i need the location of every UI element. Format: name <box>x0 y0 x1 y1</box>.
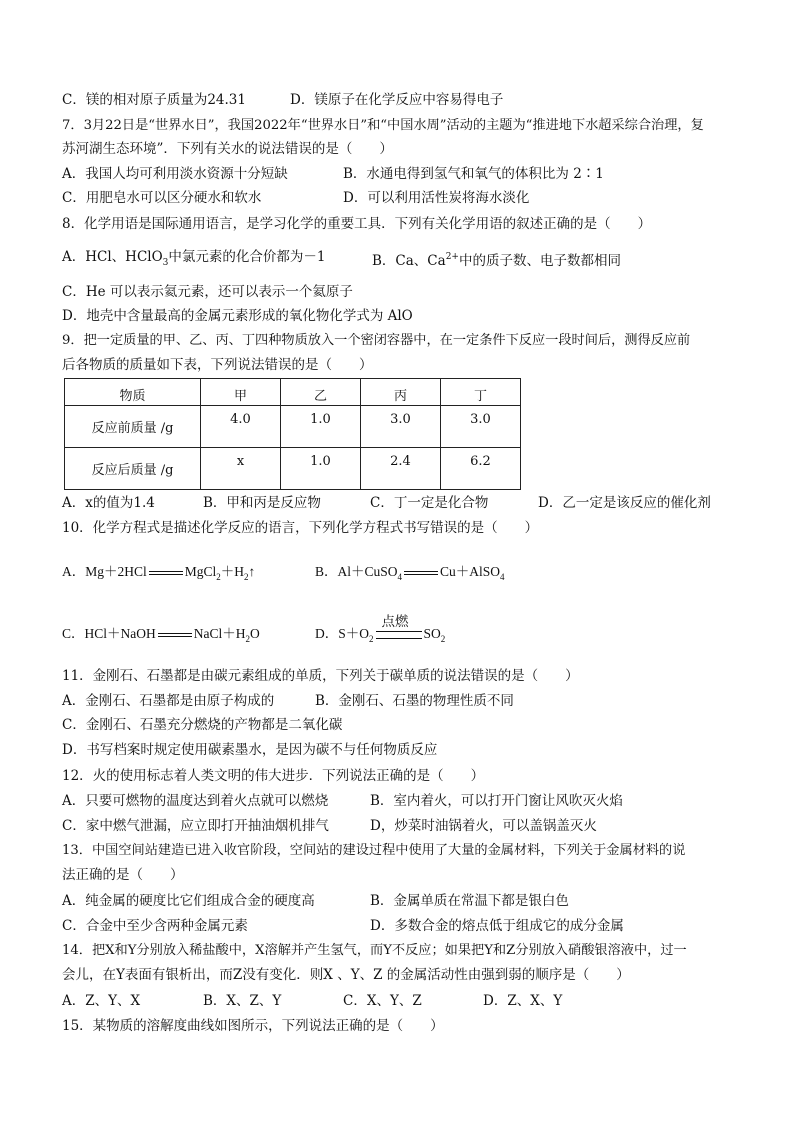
q10-option-b <box>315 560 505 582</box>
q8-option-c: C．He 可以表示氦元素，还可以表示一个氦原子 <box>62 284 353 300</box>
q14-option-a: A．Z、Y、X <box>62 993 141 1009</box>
table-cell: 2.4 <box>361 448 441 490</box>
eq-subscript: 2 <box>440 634 446 644</box>
condition-ignite: 点燃 <box>381 613 409 630</box>
q7-option-a: A．我国人均可利用淡水资源十分短缺 <box>62 166 288 182</box>
table-cell: 1.0 <box>281 448 361 490</box>
q9-option-b: B．甲和丙是反应物 <box>203 495 321 511</box>
q11-option-c: C．金刚石、石墨充分燃烧的产物都是二氧化碳 <box>62 717 343 733</box>
table-header-cell: 乙 <box>281 379 361 406</box>
q10-option-a <box>62 560 255 582</box>
q13-option-b: B．金属单质在常温下都是银白色 <box>370 893 569 909</box>
q8-option-b-post: 中的质子数、电子数都相同 <box>458 253 621 269</box>
q8-option-b-sup: 2+ <box>445 252 459 262</box>
q13-stem-line2: 法正确的是（ ） <box>62 867 184 883</box>
equals-sign <box>404 571 438 575</box>
q12-option-a: A．只要可燃物的温度达到着火点就可以燃烧 <box>62 793 329 809</box>
q10-stem: 10．化学方程式是描述化学反应的语言，下列化学方程式书写错误的是（ ） <box>62 520 539 536</box>
q14-option-d: D．Z、X、Y <box>483 993 563 1009</box>
q8-option-b <box>372 248 621 270</box>
table-cell: 反应前质量 /g <box>65 406 201 448</box>
eq-text: Cu＋AlSO <box>440 564 501 579</box>
q9-option-a: A．x的值为1.4 <box>62 495 155 511</box>
q14-stem-line1: 14．把X和Y分别放入稀盐酸中，X溶解并产生氢气，而Y不反应；如果把Y和Z分别放入硝酸银溶液中，过一 <box>62 943 687 958</box>
gas-arrow: ↑ <box>248 564 256 579</box>
q7-option-b: B．水通电得到氢气和氧气的体积比为 2∶1 <box>343 166 604 182</box>
eq-text: MgCl <box>184 564 217 579</box>
q10-option-d <box>315 613 446 644</box>
eq-text: ＋H <box>220 564 245 579</box>
q13-option-a: A．纯金属的硬度比它们组成合金的硬度高 <box>62 893 315 909</box>
eq-text: C．HCl＋NaOH <box>62 626 156 641</box>
table-header-cell: 丙 <box>361 379 441 406</box>
table-header-row <box>65 379 521 406</box>
equals-sign <box>376 613 422 639</box>
q8-option-a-pre: A．HCl、HClO <box>62 249 163 265</box>
eq-subscript: 2 <box>369 634 374 644</box>
q12-option-c: C．家中燃气泄漏，应立即打开抽油烟机排气 <box>62 818 329 834</box>
q8-stem: 8．化学用语是国际通用语言，是学习化学的重要工具．下列有关化学用语的叙述正确的是（ ） <box>62 216 652 232</box>
q11-option-d: D．书写档案时规定使用碳素墨水，是因为碳不与任何物质反应 <box>62 742 438 758</box>
q9-option-c: C．丁一定是化合物 <box>370 495 489 511</box>
equals-sign <box>158 633 192 637</box>
q12-stem: 12．火的使用标志着人类文明的伟大进步．下列说法正确的是（ ） <box>62 768 485 784</box>
q15-stem: 15．某物质的溶解度曲线如图所示，下列说法正确的是（ ） <box>62 1018 444 1034</box>
eq-subscript: 4 <box>397 572 403 582</box>
eq-subscript: 2 <box>244 572 249 582</box>
table-row <box>65 406 521 448</box>
table-cell: x <box>201 448 281 490</box>
q12-option-b: B．室内着火，可以打开门窗让风吹灭火焰 <box>370 793 623 809</box>
table-header-cell: 甲 <box>201 379 281 406</box>
eq-text: B．Al＋CuSO <box>315 564 398 579</box>
eq-subscript: 2 <box>245 634 250 644</box>
mass-table <box>64 378 521 490</box>
q9-stem-line2: 后各物质的质量如下表，下列说法错误的是（ ） <box>62 357 373 373</box>
eq-text: NaCl＋H <box>193 626 246 641</box>
q13-option-c: C．合金中至少含两种金属元素 <box>62 918 248 934</box>
eq-subscript: 4 <box>500 572 505 582</box>
q8-option-d: D．地壳中含量最高的金属元素形成的氧化物化学式为 AlO <box>62 308 413 324</box>
q8-option-a-sub: 3 <box>162 258 169 268</box>
equals-sign <box>149 571 183 575</box>
table-header-cell: 丁 <box>441 379 521 406</box>
q6-option-d: D．镁原子在化学反应中容易得电子 <box>290 92 504 108</box>
q14-stem-line2: 会儿，在Y表面有银析出，而Z没有变化．则X 、Y、Z 的金属活动性由强到弱的顺序是（ ） <box>62 967 630 983</box>
q8-option-a-post: 中氯元素的化合价都为－1 <box>168 249 326 265</box>
table-cell: 3.0 <box>441 406 521 448</box>
q6-option-c: C．镁的相对原子质量为24.31 <box>62 92 246 108</box>
table-header-cell: 物质 <box>65 379 201 406</box>
q10-option-c <box>62 622 260 644</box>
table-cell: 4.0 <box>201 406 281 448</box>
q9-stem-line1: 9．把一定质量的甲、乙、丙、丁四种物质放入一个密闭容器中，在一定条件下反应一段时间后，测得反应前 <box>62 333 691 348</box>
eq-text: D．S＋O <box>315 626 370 641</box>
q11-option-b: B．金刚石、石墨的物理性质不同 <box>315 693 514 709</box>
q13-option-d: D．多数合金的熔点低于组成它的成分金属 <box>370 918 624 934</box>
q14-option-c: C．X、Y、Z <box>343 993 422 1009</box>
q11-stem: 11．金刚石、石墨都是由碳元素组成的单质，下列关于碳单质的说法错误的是（ ） <box>62 668 579 684</box>
q8-option-b-pre: B．Ca、Ca <box>372 253 446 269</box>
q9-option-d: D．乙一定是该反应的催化剂 <box>538 495 711 511</box>
q14-option-b: B．X、Z、Y <box>203 993 282 1009</box>
q13-stem-line1: 13．中国空间站建造已进入收官阶段，空间站的建设过程中使用了大量的金属材料，下列关于金属材料的说 <box>62 843 686 858</box>
table-cell: 3.0 <box>361 406 441 448</box>
eq-text: O <box>250 626 260 641</box>
q7-stem-line2: 苏河湖生态环境”．下列有关水的说法错误的是（ ） <box>62 141 393 157</box>
table-row <box>65 448 521 490</box>
table-cell: 反应后质量 /g <box>65 448 201 490</box>
q11-option-a: A．金刚石、石墨都是由原子构成的 <box>62 693 275 709</box>
eq-text: SO <box>423 626 441 641</box>
table-cell: 6.2 <box>441 448 521 490</box>
q7-option-c: C．用肥皂水可以区分硬水和软水 <box>62 190 262 206</box>
q7-stem-line1: 7．3月22日是“世界水日”，我国2022年“世界水日”和“中国水周”活动的主题为“推进地下水超采综合治理，复 <box>62 118 704 133</box>
eq-text: A．Mg＋2HCl <box>62 564 147 579</box>
q12-option-d: D，炒菜时油锅着火，可以盖锅盖灭火 <box>370 818 597 834</box>
table-cell: 1.0 <box>281 406 361 448</box>
q8-option-a <box>62 248 326 272</box>
q7-option-d: D．可以利用活性炭将海水淡化 <box>343 190 530 206</box>
eq-subscript: 2 <box>216 572 221 582</box>
